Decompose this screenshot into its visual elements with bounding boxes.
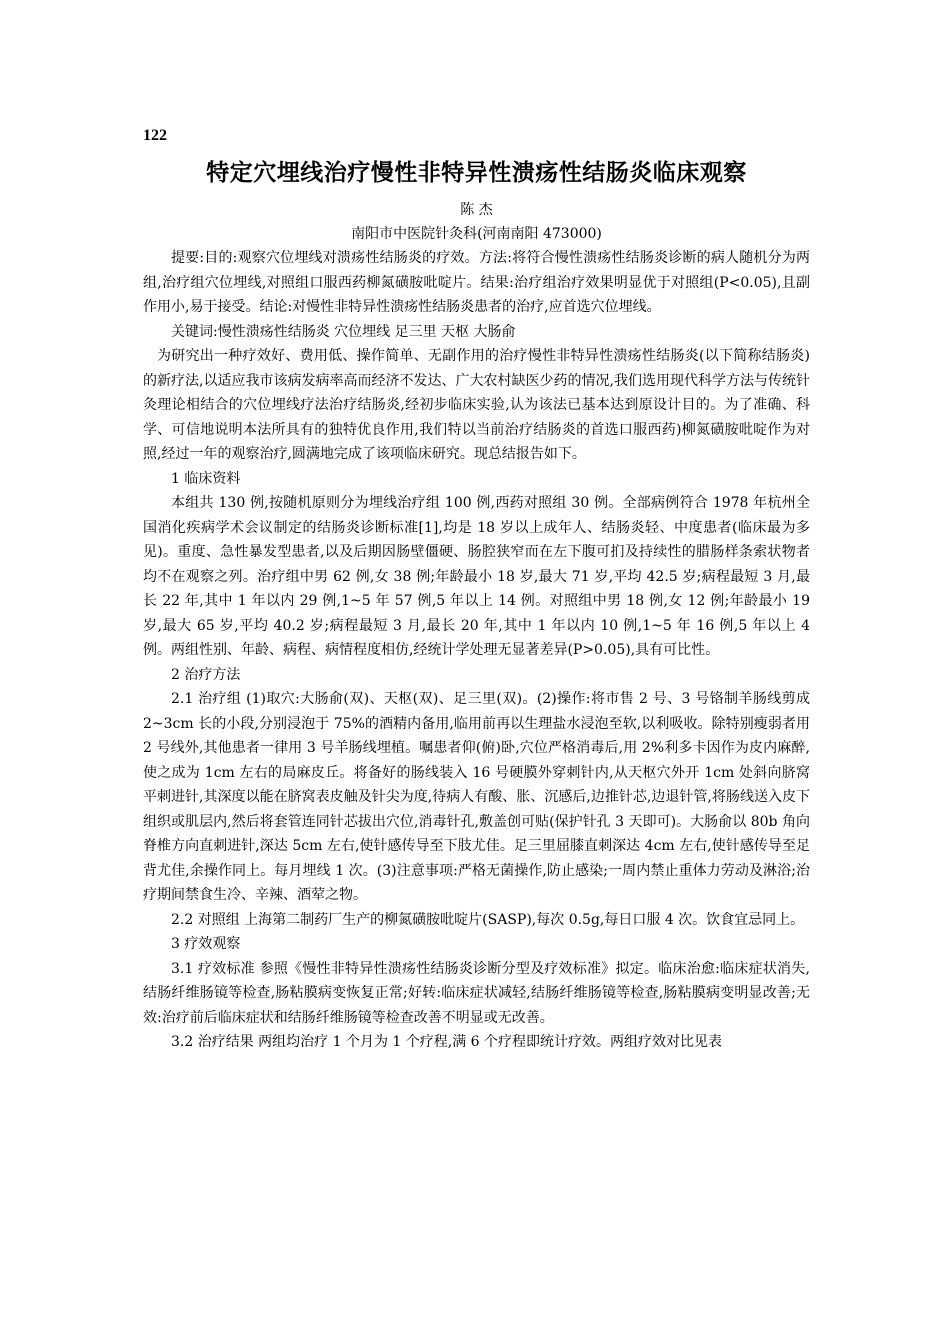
article-page bbox=[143, 126, 810, 1055]
control-group-paragraph: 2.2 对照组 上海第二制药厂生产的柳氮磺胺吡啶片(SASP),每次 0.5g,每日口服 4 次。饮食宜忌同上。 bbox=[171, 911, 805, 928]
clinical-data-paragraph: 本组共 130 例,按随机原则分为埋线治疗组 100 例,西药对照组 30 例。全部病例符合 1978 年杭州全国消化疾病学术会议制定的结肠炎诊断标准[1],均是 18 岁以上成年人、结肠炎轻、中度患者(临床最为多见)。重度、急性暴发型患者,以及后期因肠壁僵硬、肠腔狭窄而在左下腹可扪及持续性的腊肠样条索状物者均不在观察之列。治疗组中男 62 例,女 38 例;年龄最小 18 岁,最大 71 岁,平均 42.5 岁;病程最短 3 月,最长 22 年,其中 1 年以内 29 例,1~5 年 57 例,5 年以上 14 例。对照组中男 18 例,女 12 例;年龄最小 19 岁,最大 65 岁,平均 40.2 岁;病程最短 3 月,最长 20 年,其中 1 年以内 10 例,1~5 年 16 例,5 年以上 4 例。两组性别、年龄、病程、病情程度相仿,经统计学处理无显著差异(P>0.05),具有可比性。 bbox=[143, 495, 810, 658]
section-heading-treatment-method: 2 治疗方法 bbox=[171, 666, 241, 683]
author-name: 陈 杰 bbox=[460, 202, 493, 218]
page-number: 122 bbox=[143, 127, 167, 144]
author-affiliation: 南阳市中医院针灸科(河南南阳 473000) bbox=[351, 226, 602, 242]
abstract-paragraph: 提要:目的:观察穴位埋线对溃疡性结肠炎的疗效。方法:将符合慢性溃疡性结肠炎诊断的病人随机分为两组,治疗组穴位埋线,对照组口服西药柳氮磺胺吡啶片。结果:治疗组治疗效果明显优于对照组(P<0.05),且副作用小,易于接受。结论:对慢性非特异性溃疡性结肠炎患者的治疗,应首选穴位埋线。 bbox=[143, 250, 810, 315]
treatment-group-paragraph: 2.1 治疗组 (1)取穴:大肠俞(双)、天枢(双)、足三里(双)。(2)操作:将市售 2 号、3 号铬制羊肠线剪成 2~3cm 长的小段,分别浸泡于 75%的酒精内备用,临用前再以生理盐水浸泡至软,以利吸收。除特别瘦弱者用 2 号线外,其他患者一律用 3 号羊肠线埋植。嘱患者仰(俯)卧,穴位严格消毒后,用 2%利多卡因作为皮内麻醉,使之成为 1cm 左右的局麻皮丘。将备好的肠线装入 16 号硬膜外穿刺针内,从天枢穴外开 1cm 处斜向脐窝平刺进针,其深度以能在脐窝表皮触及针尖为度,待病人有酸、胀、沉感后,边推针芯,边退针管,将肠线送入皮下组织或肌层内,然后将套管连同针芯拔出穴位,消毒针孔,敷盖创可贴(保护针孔 3 天即可)。大肠俞以 80b 角向脊椎方向直刺进针,深达 5cm 左右,使针感传导至下肢尤佳。足三里屈膝直刺深达 4cm 左右,使针感传导至足背尤佳,余操作同上。每月埋线 1 次。(3)注意事项:严格无菌操作,防止感染;一周内禁止重体力劳动及淋浴;治疗期间禁食生冷、辛辣、酒荤之物。 bbox=[143, 691, 810, 903]
treatment-results-paragraph: 3.2 治疗结果 两组均治疗 1 个月为 1 个疗程,满 6 个疗程即统计疗效。两组疗效对比见表 bbox=[171, 1034, 723, 1050]
intro-paragraph: 为研究出一种疗效好、费用低、操作简单、无副作用的治疗慢性非特异性溃疡性结肠炎(以下简称结肠炎)的新疗法,以适应我市该病发病率高而经济不发达、广大农村缺医少药的情况,我们选用现代科学方法与传统针灸理论相结合的穴位埋线疗法治疗结肠炎,经初步临床实验,认为该法已基本达到原设计目的。为了准确、科学、可信地说明本法所具有的独特优良作用,我们特以当前治疗结肠炎的首选口服西药)柳氮磺胺吡啶作为对照,经过一年的观察治疗,圆满地完成了该项临床研究。现总结报告如下。 bbox=[143, 348, 810, 462]
keywords-line: 关键词:慢性溃疡性结肠炎 穴位埋线 足三里 天枢 大肠俞 bbox=[171, 323, 516, 340]
section-heading-efficacy: 3 疗效观察 bbox=[171, 936, 241, 952]
efficacy-criteria-paragraph: 3.1 疗效标准 参照《慢性非特异性溃疡性结肠炎诊断分型及疗效标准》拟定。临床治愈:临床症状消失,结肠纤维肠镜等检查,肠粘膜病变恢复正常;好转:临床症状减轻,结肠纤维肠镜等检查,肠粘膜病变明显改善;无效:治疗前后临床症状和结肠纤维肠镜等检查改善不明显或无改善。 bbox=[143, 960, 810, 1026]
section-heading-clinical-data: 1 临床资料 bbox=[171, 470, 241, 487]
article-title: 特定穴埋线治疗慢性非特异性溃疡性结肠炎临床观察 bbox=[206, 160, 747, 186]
